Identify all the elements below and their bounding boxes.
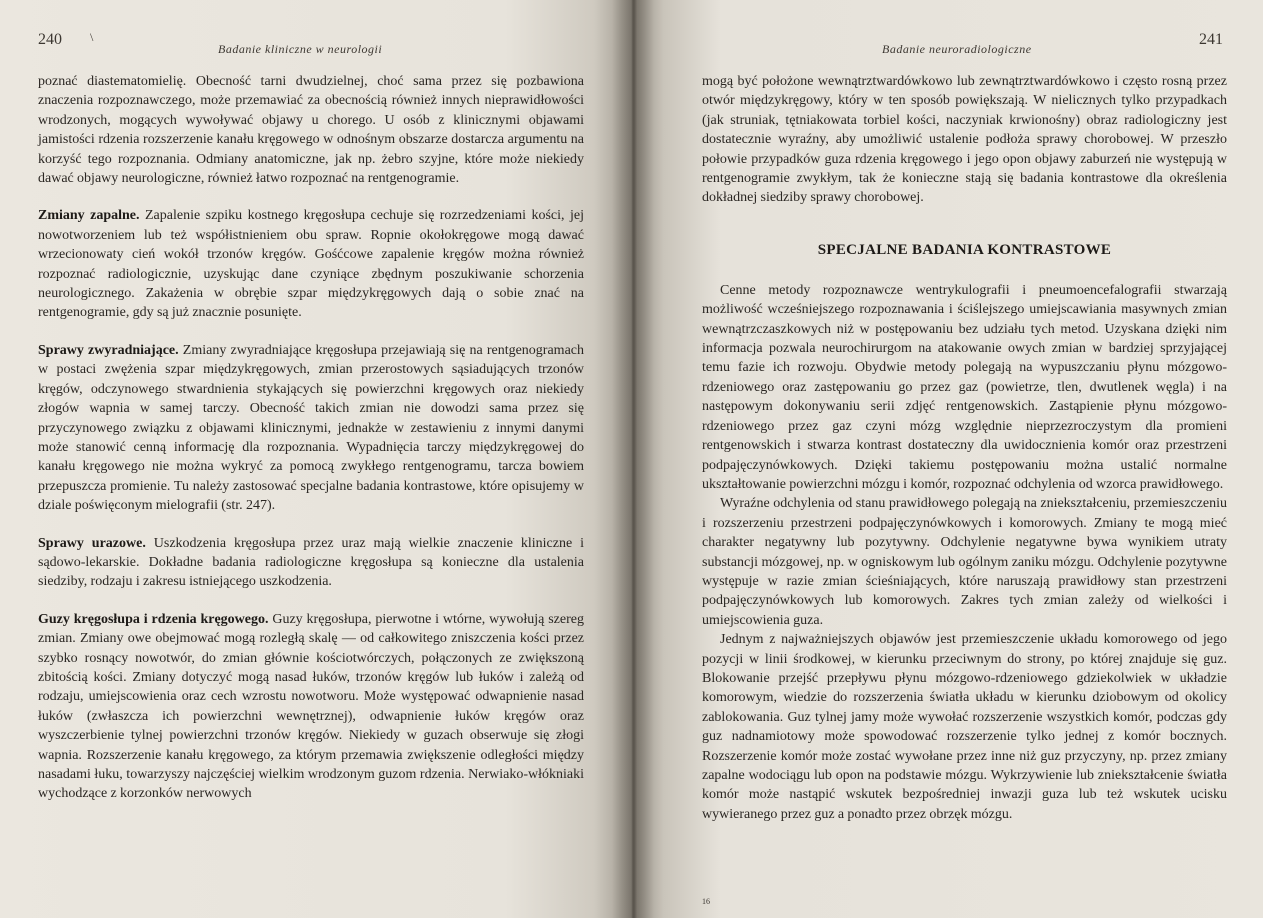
section-lead: Sprawy zwyradniające. (38, 342, 179, 358)
section-text: Zapalenie szpiku kostnego kręgosłupa cechuje się rozrzedzeniami kości, jej nowotworzeniem lub też współistnieniem obu spraw. Ropnie okołokręgowe mogą dawać wrzecionowaty cień wokół trzonów kręgów. Gośćcowe zapalenie kręgów można również rozpoznać radiologicznie, uzyskując dane czyniące zbędnym poszukiwanie schorzenia neurologicznego. Zakażenia w obrębie szpar międzykręgowych dają o sobie znać na rentgenogramie, gdy są już znacznie posunięte. (38, 208, 584, 321)
section-text: Zmiany zwyradniające kręgosłupa przejawiają się na rentgenogramach w postaci zwężenia szpar międzykręgowych, zmian przerostowych sąsiadujących trzonów kręgów, odczynowego stwardnienia stykających się powierzchni kręgowych oraz niekiedy złogów wapnia w samej tarczy. Obecność takich zmian nie dowodzi sama przez się przyczynowego związku z objawami klinicznymi, jednakże w zestawieniu z innymi danymi może stanowić cenną informację dla rozpoznania. Wypadnięcia tarczy międzykręgowej do kanału kręgowego nie można wykryć za pomocą zwykłego rentgenogramu, tarcza bowiem przepuszcza promienie. Tu należy zastosować specjalne badania kontrastowe, które opisujemy w dziale poświęconym mielografii (str. 247). (38, 342, 585, 514)
page-number-right: 241 (1199, 31, 1223, 48)
section-lead: Sprawy urazowe. (38, 535, 146, 551)
running-title-right: Badanie neuroradiologiczne (882, 42, 1032, 56)
running-head-right (702, 31, 1227, 58)
signature-mark: 16 (702, 897, 710, 906)
right-intro-paragraph: mogą być położone wewnątrztwardówkowo lub zewnątrztwardówkowo i często rosną przez otwór międzykręgowy, który w ten sposób powiększają. W nielicznych tylko przypadkach (jak struniak, tętniakowata torbiel kości, naczyniak krwionośny) obraz radiologiczny jest dostatecznie wyraźny, aby umożliwić ustalenie podłoża sprawy chorobowej. W przeszło połowie przypadków guza rdzenia kręgowego i jego opon objawy zaburzeń nie występują w rentgenogramie zwykłym, tak że konieczne stają się badania kontrastowe dla określenia dokładnej siedziby sprawy chorobowej. (702, 74, 1227, 206)
section-trauma (38, 534, 584, 592)
right-page (632, 0, 1263, 918)
running-title-left: Badanie kliniczne w neurologii (218, 42, 383, 56)
left-intro-paragraph: poznać diastematomielię. Obecność tarni dwudzielnej, choć sama przez się pozbawiona znaczenia rozpoznawczego, może przemawiać za obecnością również innych nieprawidłowości wrodzonych, mogących wywoływać objawy u chorego. U osób z klinicznymi objawami jamistości rdzenia rozszerzenie kanału kręgowego w odnośnym obszarze dostarcza argumentu na korzyść tego rozpoznania. Odmiany anatomiczne, jak np. żebro szyjne, które może niekiedy dawać objawy neurologiczne, również łatwo rozpoznać na rentgenogramie. (38, 74, 584, 187)
margin-mark: \ (90, 30, 94, 44)
section-heading: SPECJALNE BADANIA KONTRASTOWE (817, 241, 1112, 258)
section-lead: Guzy kręgosłupa i rdzenia kręgowego. (38, 611, 269, 627)
section-degenerative (38, 341, 584, 516)
section-tumors (38, 610, 584, 804)
page-number-left: 240 (38, 31, 62, 48)
section-inflammatory (38, 206, 584, 322)
body-paragraph: Jednym z najważniejszych objawów jest przemieszczenie układu komorowego od jego pozycji w linii środkowej, w kierunku przeciwnym do strony, po której znajduje się guz. Blokowanie przejść przepływu płynu mózgowo-rdzeniowego gdziekolwiek w układzie komorowym, wiedzie do rozszerzenia światła układu w kierunku dziobowym od okolicy zablokowania. Guz tylnej jamy może wywołać rozszerzenie wszystkich komór, podczas gdy guz nadnamiotowy może spowodować rozszerzenie tylko jednej z komór bocznych. Rozszerzenie komór może zostać wywołane przez inne niż guz przyczyny, np. przez zmiany zapalne wodociągu lub opon na podstawie mózgu. Wykrzywienie lub zniekształcenie światła komór może nastąpić wskutek bezpośredniej inwazji guza lub też wskutek ucisku wywieranego przez guz a ponadto przez obrzęk mózgu. (702, 632, 1227, 822)
section-text: Uszkodzenia kręgosłupa przez uraz mają wielkie znaczenie kliniczne i sądowo-lekarskie. Dokładne badania radiologiczne kręgosłupa są konieczne dla ustalenia siedziby, rodzaju i zakresu istniejącego uszkodzenia. (38, 535, 584, 590)
running-head-left (38, 30, 584, 58)
body-paragraph: Cenne metody rozpoznawcze wentrykulografii i pneumoencefalografii stwarzają możliwość wcześniejszego rozpoznawania i ściślejszego umiejscawiania masywnych zmian wewnątrzczaszkowych niż w postępowaniu bez udziału tych metod. Uzyskana dzięki nim informacja pozwala neurochirurgom na atakowanie owych zmian w bardziej sprzyjającej temu fazie ich rozwoju. Obydwie metody polegają na wypuszczaniu płynu mózgowo-rdzeniowego oraz zastępowaniu go przez gaz (powietrze, tlen, dwutlenek węgla) i na następowym dokonywaniu serii zdjęć rentgenowskich. Zastąpienie płynu mózgowo-rdzeniowego przez gaz czyni mózg względnie nieprzezroczystym dla promieni rentgenowskich i stwarza kontrast dostateczny dla uwidocznienia komór oraz przestrzeni podpajęczynówkowych. Dzięki takiemu postępowaniu można ustalić normalne ukształtowanie powierzchni mózgu i komór, rozpoznać odchylenia od wzorca prawidłowego. (702, 282, 1227, 492)
body-paragraph: Wyraźne odchylenia od stanu prawidłowego polegają na zniekształceniu, przemieszczeniu i rozszerzeniu przestrzeni podpajęczynówkowych i komorowych. Zmiany te mogą mieć charakter negatywny lub pozytywny. Odchylenie negatywne bywa wynikiem utraty substancji mózgowej, np. w ogniskowym lub ogólnym zaniku mózgu. Odchylenie pozytywne występuje w razie zmian ścieśniających, które naruszają prawidłowy stan przestrzeni podpajęczynówkowych lub komorowych. Zakres tych zmian zależy od wielkości i umiejscowienia guza. (702, 496, 1227, 628)
section-lead: Zmiany zapalne. (38, 208, 140, 224)
section-text: Guzy kręgosłupa, pierwotne i wtórne, wywołują szereg zmian. Zmiany owe obejmować mogą rozległą skalę — od całkowitego zniszczenia kości przez szybko rosnący nowotwór, do zmian głównie kościotwórczych, połączonych ze zwiększoną zbitością kości. Zmiany dotyczyć mogą nasad łuków, trzonów kręgów lub łuków i zależą od rodzaju, umiejscowienia oraz cech wzrostu nowotworu. Może występować odwapnienie nasad łuków (zwłaszcza ich powierzchni wewnętrznej), odwapnienie łuków kręgów oraz wyszczerbienie tylnej powierzchni trzonów kręgów. Niekiedy w guzach obserwuje się złogi wapnia. Rozszerzenie kanału kręgowego, za którym przemawia zwiększenie odległości między nasadami łuku, towarzyszy najczęściej wielkim wrodzonym guzom rdzenia. Nerwiako-włókniaki wychodzące z korzonków nerwowych (38, 611, 584, 802)
